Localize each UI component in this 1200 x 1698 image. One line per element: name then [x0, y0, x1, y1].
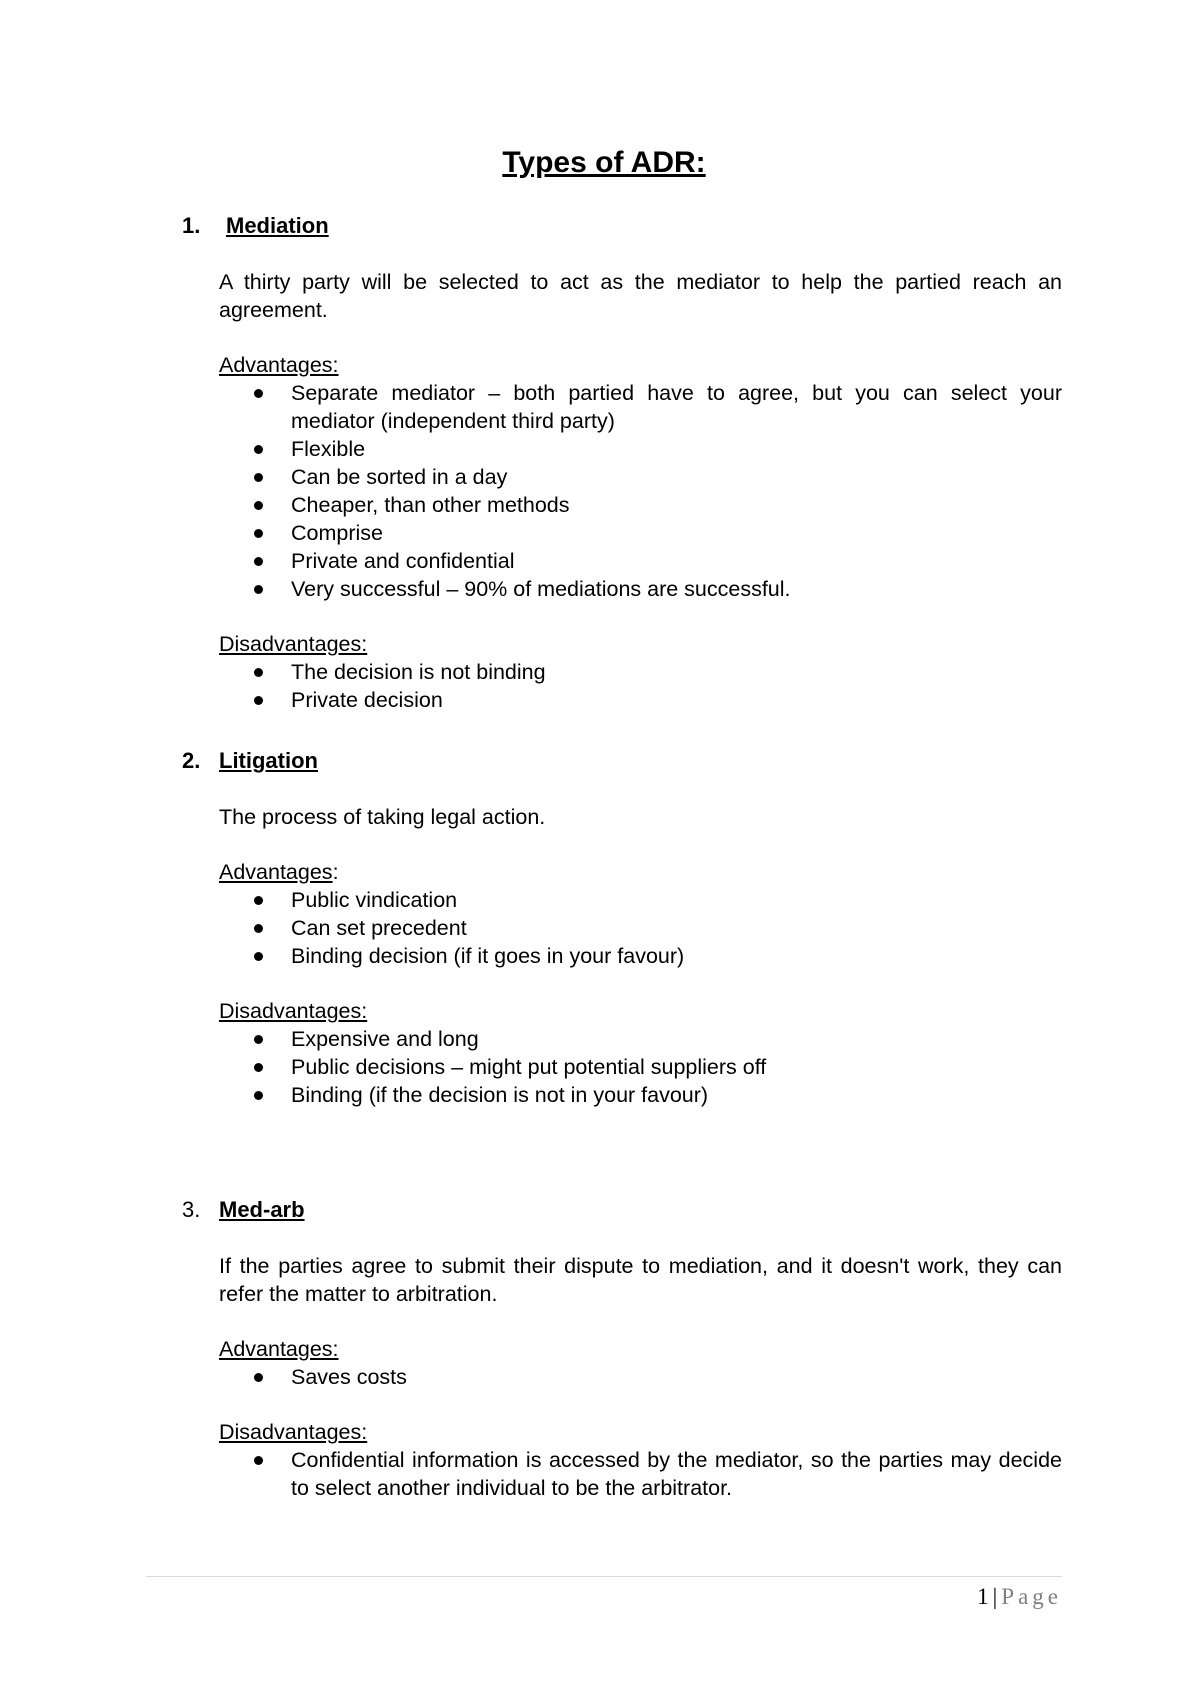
- advantages-label: Advantages:: [219, 353, 339, 377]
- list-item: Can be sorted in a day: [291, 463, 1062, 491]
- section-name: Mediation: [226, 213, 329, 238]
- list-item: Flexible: [291, 435, 1062, 463]
- advantages-list: [182, 379, 1062, 603]
- advantages-label: Advantages:: [219, 860, 339, 884]
- list-item: Private and confidential: [291, 547, 1062, 575]
- section-heading: [182, 746, 1062, 776]
- disadvantages-label: Disadvantages:: [219, 1420, 368, 1444]
- bullet-icon: [254, 529, 263, 538]
- page-title: Types of ADR:: [502, 146, 706, 179]
- list-item: Saves costs: [291, 1363, 1062, 1391]
- section-mediation: [182, 211, 1062, 714]
- list-item: Public vindication: [291, 886, 1062, 914]
- section-name: Med-arb: [219, 1197, 305, 1222]
- bullet-icon: [254, 1035, 263, 1044]
- list-item: Separate mediator – both partied have to agree, but you can select your mediator (independent third party): [291, 379, 1062, 435]
- page-number: 1: [977, 1584, 989, 1609]
- disadvantages-label: Disadvantages:: [219, 632, 368, 656]
- section-med-arb: [182, 1195, 1062, 1502]
- section-description: The process of taking legal action.: [219, 805, 546, 829]
- list-item: Binding decision (if it goes in your favour): [291, 942, 1062, 970]
- section-name: Litigation: [219, 748, 318, 773]
- list-item: Cheaper, than other methods: [291, 491, 1062, 519]
- list-item: Binding (if the decision is not in your favour): [291, 1081, 1062, 1109]
- bullet-icon: [254, 668, 263, 677]
- list-item: Private decision: [291, 686, 1062, 714]
- bullet-icon: [254, 1373, 263, 1382]
- list-item: Very successful – 90% of mediations are successful.: [291, 575, 1062, 603]
- section-number: 1.: [182, 213, 201, 238]
- footer-divider: [146, 1576, 1062, 1577]
- bullet-icon: [254, 389, 263, 398]
- section-description: A thirty party will be selected to act as the mediator to help the partied reach an agreement.: [219, 270, 1062, 322]
- section-number: 2.: [182, 748, 201, 773]
- section-litigation: [182, 746, 1062, 1109]
- bullet-icon: [254, 501, 263, 510]
- bullet-icon: [254, 1456, 263, 1465]
- list-item: The decision is not binding: [291, 658, 1062, 686]
- section-number: 3.: [182, 1197, 201, 1222]
- list-item: Comprise: [291, 519, 1062, 547]
- disadvantages-list: [182, 1025, 1062, 1109]
- bullet-icon: [254, 585, 263, 594]
- page-footer: [977, 1582, 1062, 1612]
- bullet-icon: [254, 924, 263, 933]
- list-item: Public decisions – might put potential suppliers off: [291, 1053, 1062, 1081]
- advantages-list: [182, 1363, 1062, 1391]
- bullet-icon: [254, 557, 263, 566]
- list-item: Expensive and long: [291, 1025, 1062, 1053]
- bullet-icon: [254, 696, 263, 705]
- bullet-icon: [254, 1091, 263, 1100]
- page-word: Page: [1001, 1584, 1062, 1609]
- advantages-label: Advantages:: [219, 1337, 339, 1361]
- bullet-icon: [254, 952, 263, 961]
- list-item: Can set precedent: [291, 914, 1062, 942]
- disadvantages-list: [182, 1446, 1062, 1502]
- bullet-icon: [254, 896, 263, 905]
- disadvantages-label: Disadvantages:: [219, 999, 368, 1023]
- advantages-list: [182, 886, 1062, 970]
- footer-separator: |: [992, 1584, 998, 1609]
- section-heading: [182, 211, 1062, 241]
- bullet-icon: [254, 1063, 263, 1072]
- disadvantages-list: [182, 658, 1062, 714]
- bullet-icon: [254, 445, 263, 454]
- bullet-icon: [254, 473, 263, 482]
- section-description: If the parties agree to submit their dispute to mediation, and it doesn't work, they can refer the matter to arbitration.: [219, 1254, 1062, 1306]
- list-item: Confidential information is accessed by the mediator, so the parties may decide to select another individual to be the arbitrator.: [291, 1446, 1062, 1502]
- section-heading: [182, 1195, 1062, 1225]
